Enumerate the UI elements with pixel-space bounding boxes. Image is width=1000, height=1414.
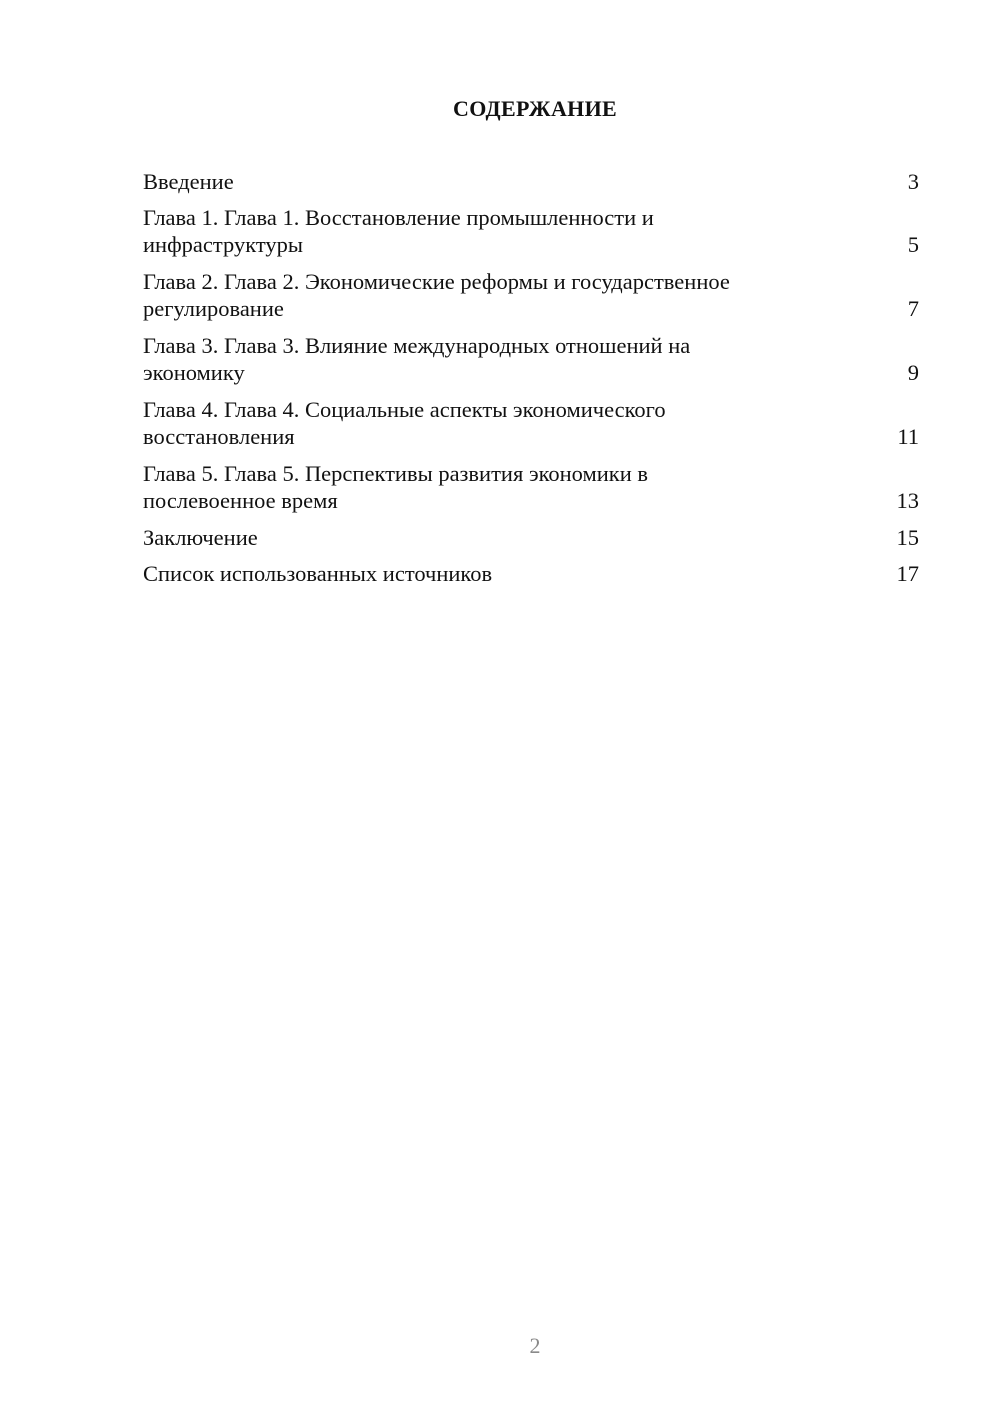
toc-entry-chapter-4 [143, 396, 919, 450]
toc-entry-page: 7 [907, 296, 919, 321]
toc-entry-chapter-5 [143, 460, 919, 514]
toc-entry-chapter-2 [143, 268, 919, 322]
toc-entry-chapter-1 [143, 204, 919, 258]
toc-entry-label: Глава 5. Глава 5. Перспективы развития экономики в послевоенное время [143, 461, 649, 513]
toc-entry-page: 17 [896, 561, 919, 586]
toc-entry-label: Заключение [143, 525, 258, 550]
table-of-contents [143, 168, 919, 596]
toc-title: СОДЕРЖАНИЕ [453, 96, 617, 121]
toc-entry-label: Глава 3. Глава 3. Влияние международных отношений на экономику [143, 333, 691, 385]
toc-entry-label: Глава 2. Глава 2. Экономические реформы и государственное регулирование [143, 269, 730, 321]
toc-entry-introduction [143, 168, 919, 195]
toc-entry-label: Глава 4. Глава 4. Социальные аспекты экономического восстановления [143, 397, 666, 449]
toc-entry-page: 13 [896, 488, 919, 513]
toc-entry-label: Глава 1. Глава 1. Восстановление промышленности и инфраструктуры [143, 205, 654, 257]
toc-entry-label: Введение [143, 169, 234, 194]
page-number: 2 [529, 1333, 541, 1358]
toc-entry-chapter-3 [143, 332, 919, 386]
toc-entry-page: 11 [897, 424, 919, 449]
toc-entry-references [143, 560, 919, 587]
toc-entry-page: 9 [907, 360, 919, 385]
toc-entry-page: 15 [896, 525, 919, 550]
toc-entry-page: 3 [907, 169, 919, 194]
toc-entry-label: Список использованных источников [143, 561, 493, 586]
toc-entry-page: 5 [907, 232, 919, 257]
toc-entry-conclusion [143, 524, 919, 551]
